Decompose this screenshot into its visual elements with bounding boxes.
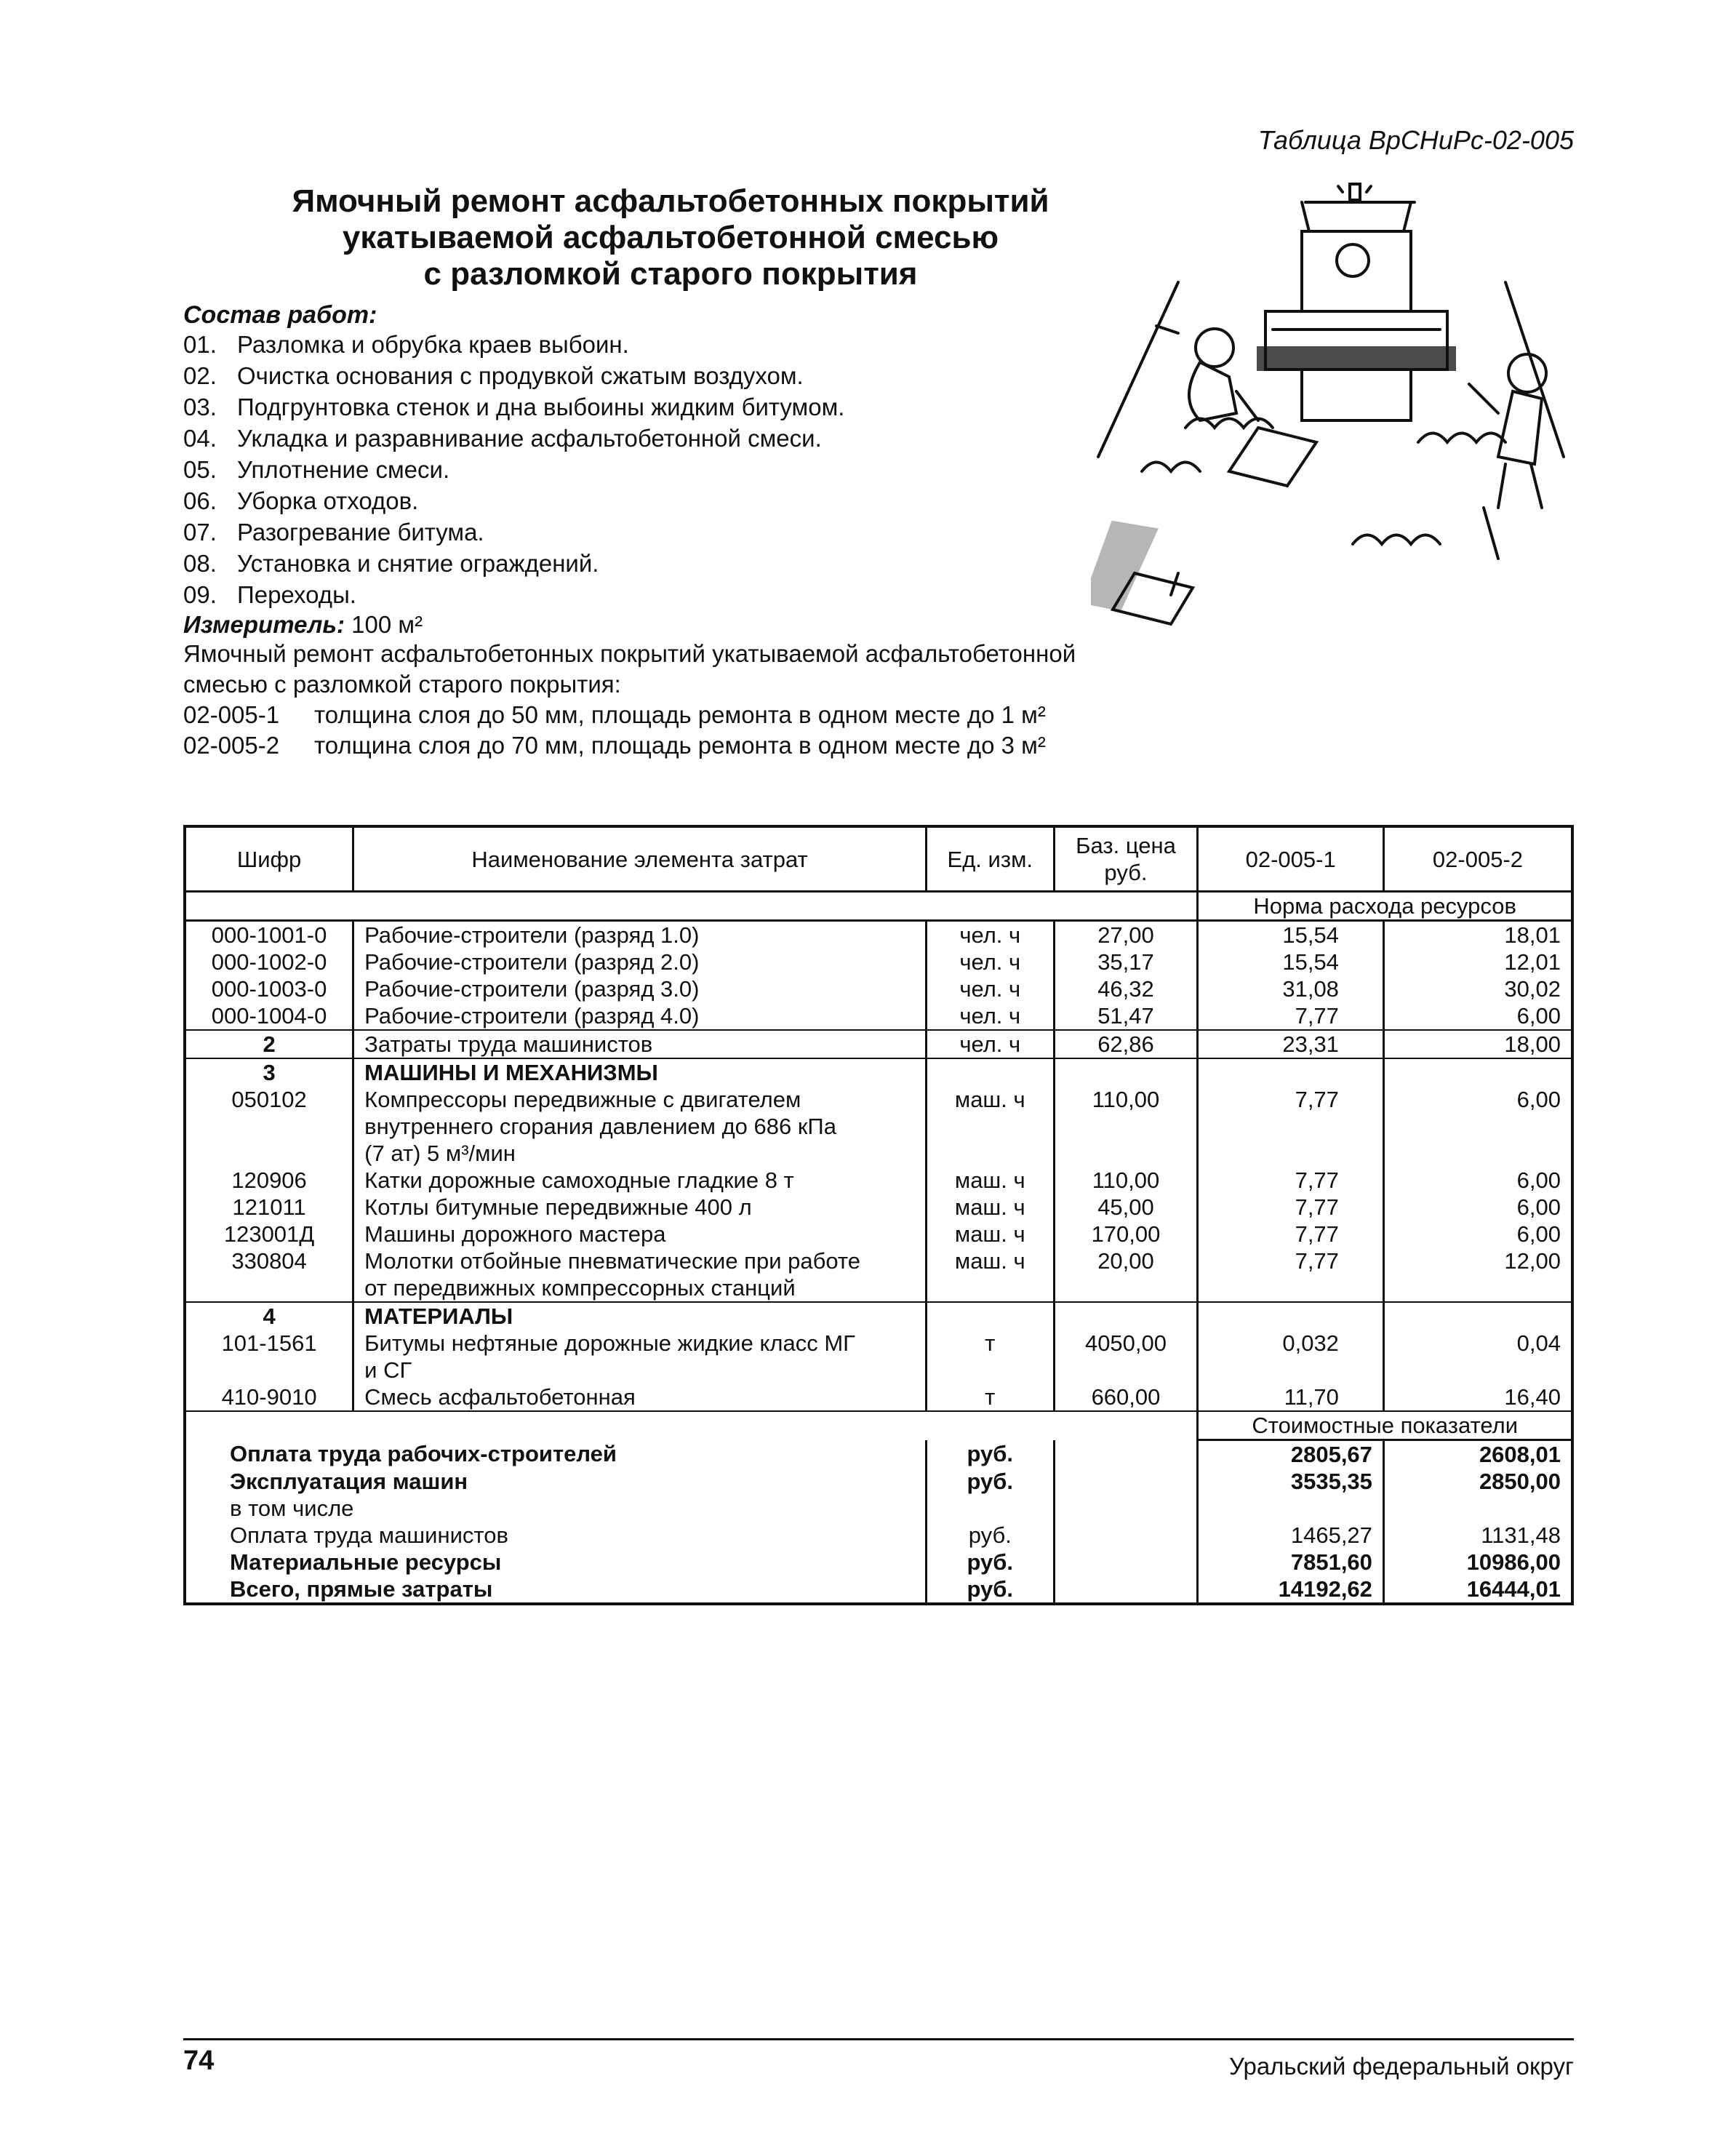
cost-row: Оплата труда рабочих-строителей руб. 2805,67 2608,01 bbox=[185, 1440, 1572, 1469]
table-row-machinists: 2 Затраты труда машинистов чел. ч 62,86 23,31 18,00 bbox=[185, 1030, 1572, 1058]
table-header-row bbox=[185, 826, 1572, 892]
cost-row: в том числе bbox=[185, 1495, 1572, 1522]
table-row: 120906 Катки дорожные самоходные гладкие 8 т маш. ч 110,00 7,77 6,00 bbox=[185, 1167, 1572, 1194]
composition-item: 09. Переходы. bbox=[183, 581, 356, 608]
composition-heading: Состав работ: bbox=[183, 301, 377, 329]
table-row: 000-1004-0 Рабочие-строители (разряд 4.0) чел. ч 51,47 7,77 6,00 bbox=[185, 1002, 1572, 1030]
header-variant-1: 02-005-1 bbox=[1198, 826, 1384, 892]
measure-unit: Измеритель: 100 м² bbox=[183, 611, 423, 638]
header-price: Баз. цена руб. bbox=[1054, 826, 1198, 892]
norm-label: Норма расхода ресурсов bbox=[1198, 892, 1572, 921]
header-code: Шифр bbox=[185, 826, 353, 892]
page-number: 74 bbox=[183, 2045, 215, 2076]
header-variant-2: 02-005-2 bbox=[1383, 826, 1572, 892]
table-row: 000-1003-0 Рабочие-строители (разряд 3.0) чел. ч 46,32 31,08 30,02 bbox=[185, 975, 1572, 1002]
composition-list bbox=[183, 329, 844, 610]
table-row: 121011 Котлы битумные передвижные 400 л маш. ч 45,00 7,77 6,00 bbox=[185, 1194, 1572, 1221]
section-materials: 4 МАТЕРИАЛЫ bbox=[185, 1302, 1572, 1330]
composition-item: 01. Разломка и обрубка краев выбоин. bbox=[183, 331, 629, 358]
cost-row: Эксплуатация машин руб. 3535,35 2850,00 bbox=[185, 1468, 1572, 1495]
variant-item: 02-005-1 толщина слоя до 50 мм, площадь ремонта в одном месте до 1 м² bbox=[183, 701, 1046, 728]
table-row: 101-1561 Битумы нефтяные дорожные жидкие класс МГ и СГ т 4050,00 0,032 0,04 bbox=[185, 1330, 1572, 1384]
composition-item: 08. Установка и снятие ограждений. bbox=[183, 550, 599, 577]
table-row: 000-1002-0 Рабочие-строители (разряд 2.0) чел. ч 35,17 15,54 12,01 bbox=[185, 949, 1572, 975]
driver-head bbox=[1337, 244, 1369, 276]
norm-section-row bbox=[185, 892, 1572, 921]
composition-item: 06. Уборка отходов. bbox=[183, 487, 419, 514]
title-line-1: Ямочный ремонт асфальтобетонных покрытий bbox=[292, 183, 1049, 219]
composition-item: 05. Уплотнение смеси. bbox=[183, 456, 450, 483]
table-row: 123001Д Машины дорожного мастера маш. ч 170,00 7,77 6,00 bbox=[185, 1221, 1572, 1247]
header-name: Наименование элемента затрат bbox=[353, 826, 927, 892]
title-line-2: укатываемой асфальтобетонной смесью bbox=[342, 220, 999, 255]
table-row: 000-1001-0 Рабочие-строители (разряд 1.0) чел. ч 27,00 15,54 18,01 bbox=[185, 921, 1572, 949]
title-line-3: с разломкой старого покрытия bbox=[423, 256, 918, 292]
cost-row: Материальные ресурсы руб. 7851,60 10986,00 bbox=[185, 1549, 1572, 1576]
section-machines: 3 МАШИНЫ И МЕХАНИЗМЫ bbox=[185, 1058, 1572, 1086]
region-name: Уральский федеральный округ bbox=[1228, 2053, 1574, 2080]
cost-row: Оплата труда машинистов руб. 1465,27 1131,48 bbox=[185, 1522, 1572, 1549]
table-row: 330804 Молотки отбойные пневматические при работе от передвижных компрессорных станций маш. ч 20,00 7,77 12,00 bbox=[185, 1247, 1572, 1302]
page-title bbox=[183, 183, 1158, 292]
composition-item: 07. Разогревание битума. bbox=[183, 519, 484, 546]
header-unit: Ед. изм. bbox=[926, 826, 1054, 892]
cost-label: Стоимостные показатели bbox=[1198, 1411, 1572, 1440]
road-repair-illustration bbox=[1091, 180, 1571, 631]
cost-section-row bbox=[185, 1411, 1572, 1440]
table-row: 050102 Компрессоры передвижные с двигателем внутреннего сгорания давлением до 686 кПа (7 ат) 5 м³/мин маш. ч 110,00 7,77 6,00 bbox=[185, 1086, 1572, 1167]
composition-item: 03. Подгрунтовка стенок и дна выбоины жидким битумом. bbox=[183, 394, 845, 420]
table-reference: Таблица ВрСНиРс-02-005 bbox=[1257, 125, 1574, 155]
worker-left-head bbox=[1196, 329, 1233, 367]
table-row: 410-9010 Смесь асфальтобетонная т 660,00 11,70 16,40 bbox=[185, 1384, 1572, 1411]
footer-divider bbox=[183, 2038, 1574, 2040]
roller-cabin bbox=[1302, 231, 1411, 311]
cost-table bbox=[183, 825, 1574, 1605]
cost-row-total: Всего, прямые затраты руб. 14192,62 16444,01 bbox=[185, 1576, 1572, 1604]
work-description: Ямочный ремонт асфальтобетонных покрытий укатываемой асфальтобетонной смесью с разломкой старого покрытия: bbox=[183, 640, 1076, 698]
composition-item: 02. Очистка основания с продувкой сжатым воздухом. bbox=[183, 362, 804, 389]
variant-item: 02-005-2 толщина слоя до 70 мм, площадь ремонта в одном месте до 3 м² bbox=[183, 732, 1046, 759]
composition-item: 04. Укладка и разравнивание асфальтобетонной смеси. bbox=[183, 425, 822, 452]
variants-list bbox=[183, 700, 1046, 761]
